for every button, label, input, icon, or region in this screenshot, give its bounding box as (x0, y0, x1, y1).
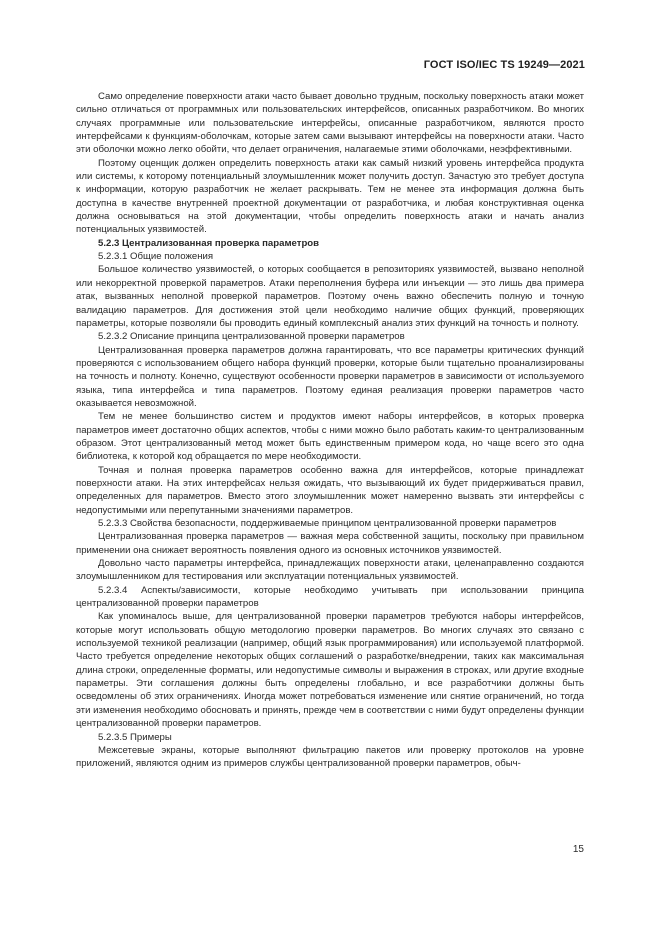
subsection-heading-5-2-3-5: 5.2.3.5 Примеры (98, 731, 172, 743)
paragraph-common-methodology: Как упоминалось выше, для централизованной проверки параметров требуются наборы интерфейсов, которые могут использовать общую методологию проверки параметров. Во многих случаях это связано с используемой техникой реализации (например, общий язык программирования) или используемой платформой. Часто требуется определение некоторых общих соглашений о разработке/внедрении, таких как максимальная длина строки, определенные форматы, или недопустимые символы и выражения в строках, или другие входные параметры. Эти соглашения должны быть определены глобально, и все разработчики должны быть осведомлены об этих ограничениях. Иногда может потребоваться изменение или снятие ограничений, но тогда эти изменения необходимо обосновать и принять, прежде чем в соответствии с ними будут определены функции централизованной проверки параметров. (76, 611, 584, 730)
paragraph-centralized-check-guarantee: Централизованная проверка параметров должна гарантировать, что все параметры критических функций проверяются с использованием общего набора функций проверки, которые были тщательно проанализированы на точность и полноту. Конечно, существуют особенности проверки параметров в зависимости от используемого языка, типа интерфейса и типа параметров. Поэтому единая реализация проверки параметров часто оказывается невозможной. (76, 344, 584, 409)
subsection-heading-5-2-3-1: 5.2.3.1 Общие положения (98, 251, 214, 263)
paragraph-self-protection: Централизованная проверка параметров — важная мера собственной защиты, поскольку при правильном применении она снижает вероятность появления одного из основных источников уязвимостей. (76, 531, 584, 556)
document-body (76, 90, 584, 771)
document-header: ГОСТ ISO/IEC TS 19249—2021 (423, 59, 585, 71)
paragraph-firewall-examples: Межсетевые экраны, которые выполняют фильтрацию пакетов или проверку протоколов на уровне приложений, являются одним из примеров службы централизованной проверки параметров, обыч- (76, 744, 584, 770)
paragraph-evaluator-attack-surface: Поэтому оценщик должен определить поверхность атаки как самый низкий уровень интерфейса продукта или системы, к которому потенциальный злоумышленник может получить доступ. Зачастую это требует доступа к информации, которую разработчик не желает раскрывать. Тем не менее эта информация должна быть доступна в качестве внутренней проектной документации от разработчика, и любая конструктивная оценка должна основываться на этой документации, чтобы определить поверхность атаки и начать анализ потенциальных уязвимостей. (76, 157, 584, 236)
subsection-heading-5-2-3-2: 5.2.3.2 Описание принципа централизованной проверки параметров (98, 331, 405, 343)
section-heading-5-2-3: 5.2.3 Централизованная проверка параметров (98, 237, 320, 249)
subsection-heading-5-2-3-3: 5.2.3.3 Свойства безопасности, поддерживаемые принципом централизованной проверки параметров (98, 518, 557, 529)
paragraph-vulnerabilities-parameter-check: Большое количество уязвимостей, о которых сообщается в репозиториях уязвимостей, вызвано неполной или некорректной проверкой параметров. Атаки переполнения буфера или инъекции — это лишь два примера атак, вызванных неполной проверкой параметров. Поэтому очень важно обеспечить полную и точную валидацию параметров. Для достижения этой цели необходимо наличие общих функций, проверяющих параметры, которые позволяли бы проводить единый комплексный анализ этих функций на точность и полноту. (76, 264, 584, 329)
paragraph-attack-surface-interfaces: Точная и полная проверка параметров особенно важна для интерфейсов, которые принадлежат поверхности атаки. На этих интерфейсах нельзя ожидать, что вызывающий их будет придерживаться правил, определенных для параметров. Вместо этого злоумышленник может намеренно вызвать эти интерфейсы с недопустимыми или перепутанными значениями параметров. (76, 464, 584, 516)
paragraph-attack-surface-definition: Само определение поверхности атаки часто бывает довольно трудным, поскольку поверхность атаки может сильно отличаться от программных или пользовательских интерфейсов, описанных разработчиком. Во многих случаях программные или пользовательские интерфейсы, описанные разработчиком, являются просто интерфейсами к функциям-оболочкам, которые затем сами вызывают интерфейсы на поверхности атаки. Часто эти оболочки можно легко обойти, что делает ограничения, налагаемые этими оболочками, неэффективными. (76, 91, 584, 156)
paragraph-crafted-parameters: Довольно часто параметры интерфейса, принадлежащих поверхности атаки, целенаправленно создаются злоумышленником для тестирования или эксплуатации потенциальных уязвимостей. (76, 558, 584, 583)
paragraph-interface-sets: Тем не менее большинство систем и продуктов имеют наборы интерфейсов, в которых проверка параметров имеет достаточно общих аспектов, чтобы с ними можно было работать каким-то централизованным образом. Этот централизованный метод может быть единственным примером кода, но чаще всего это одна библиотека, к которой код обращается по мере необходимости. (76, 411, 584, 463)
page-number: 15 (572, 844, 584, 855)
subsection-heading-5-2-3-4: 5.2.3.4 Аспекты/зависимости, которые необходимо учитывать при использовании принципа централизованной проверки параметров (76, 584, 584, 610)
